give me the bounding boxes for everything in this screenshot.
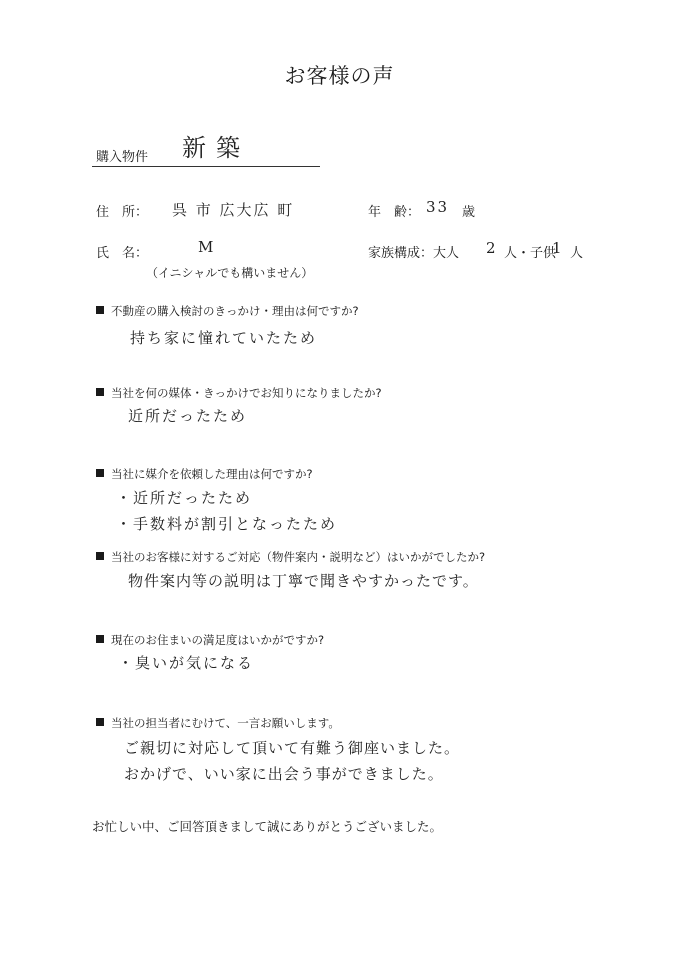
question-2: [96, 385, 382, 401]
square-bullet-icon: [96, 718, 104, 726]
name-note: （イニシャルでも構いません）: [146, 266, 314, 280]
answer-3-line-1: ・近所だったため: [116, 489, 253, 507]
property-underline: [92, 166, 320, 167]
question-6: [96, 715, 340, 731]
question-3: [96, 466, 313, 482]
family-label: 家族構成：大人: [368, 246, 460, 261]
answer-3-line-2: ・手数料が割引となったため: [116, 515, 338, 533]
name-value: M: [198, 238, 216, 256]
square-bullet-icon: [96, 306, 104, 314]
answer-1: 持ち家に憧れていたため: [130, 329, 318, 347]
question-5: [96, 632, 324, 648]
family-children: 1: [552, 239, 564, 257]
page-title: お客様の声: [284, 64, 395, 88]
property-label: 購入物件: [96, 150, 149, 165]
question-2-text: 当社を何の媒体・きっかけでお知りになりましたか?: [111, 386, 382, 400]
answer-6-line-1: ご親切に対応して頂いて有難う御座いました。: [124, 739, 461, 757]
property-value: 新築: [182, 134, 250, 162]
square-bullet-icon: [96, 469, 104, 477]
family-child-unit: 人: [570, 246, 584, 261]
question-1: [96, 303, 359, 319]
question-5-text: 現在のお住まいの満足度はいかがですか?: [111, 633, 325, 647]
name-label: 氏 名：: [96, 246, 149, 261]
address-label: 住 所：: [96, 205, 149, 220]
question-6-text: 当社の担当者にむけて、一言お願いします。: [111, 716, 340, 730]
square-bullet-icon: [96, 635, 104, 643]
family-adult-unit: 人・子供: [504, 246, 557, 261]
question-1-text: 不動産の購入検討のきっかけ・理由は何ですか?: [111, 304, 359, 318]
closing-message: お忙しい中、ご回答頂きまして誠にありがとうございました。: [92, 819, 443, 834]
address-value: 呉 市 広大広 町: [172, 201, 295, 219]
answer-4: 物件案内等の説明は丁寧で聞きやすかったです。: [128, 572, 479, 590]
age-label: 年 齢：: [368, 205, 421, 220]
question-4: [96, 549, 485, 565]
question-3-text: 当社に媒介を依頼した理由は何ですか?: [111, 467, 313, 481]
square-bullet-icon: [96, 388, 104, 396]
square-bullet-icon: [96, 552, 104, 560]
answer-2: 近所だったため: [128, 407, 248, 425]
age-value: 33: [426, 198, 450, 216]
age-unit: 歳: [462, 205, 476, 220]
answer-5: ・臭いが気になる: [118, 654, 255, 672]
family-adults: 2: [486, 239, 498, 257]
question-4-text: 当社のお客様に対するご対応（物件案内・説明など）はいかがでしたか?: [111, 550, 486, 564]
answer-6-line-2: おかげで、いい家に出会う事ができました。: [124, 765, 444, 783]
